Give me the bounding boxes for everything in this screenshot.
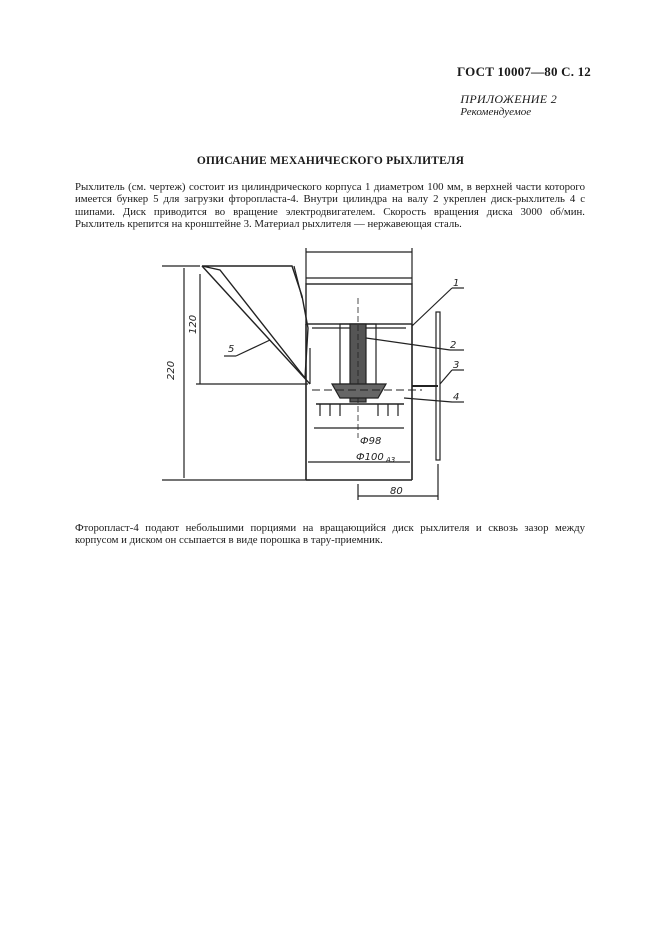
section-title: ОПИСАНИЕ МЕХАНИЧЕСКОГО РЫХЛИТЕЛЯ: [196, 155, 465, 167]
motor-housing: [306, 284, 412, 324]
callout-2: 2: [450, 340, 457, 351]
appendix-title: ПРИЛОЖЕНИЕ 2: [460, 92, 557, 106]
dim-220-text: 220: [166, 360, 177, 380]
disc-hub: [332, 384, 386, 398]
paragraph-usage: Фторопласт-4 подают небольшими порциями на вращающийся диск рыхлителя и сквозь зазор между корпусом и диском он ссыпается в виде порошка в тару-приемник.: [75, 522, 585, 547]
appendix-subtitle: Рекомендуемое: [460, 106, 532, 118]
dim-120-text: 120: [188, 314, 199, 334]
hopper-slope: [202, 266, 310, 384]
paragraph-description: Рыхлитель (см. чертеж) состоит из цилиндрического корпуса 1 диаметром 100 мм, в верхней части которого имеется бункер 5 для загрузки фторопласта-4. Внутри цилиндра на валу 2 укреплен диск-рыхлитель 4 с шипами. Диск приводится во вращение электродвигателем. Скорость вращения диска 3000 об/мин. Рыхлитель крепится на кронштейне 3. Материал рыхлителя — нержавеющая сталь.: [75, 181, 585, 231]
dim-80-text: 80: [390, 486, 403, 497]
dim-phi98-text: Ф98: [360, 436, 382, 447]
technical-drawing: [160, 238, 480, 510]
leader-2: [366, 338, 450, 350]
callout-3: 3: [453, 360, 460, 371]
leader-3: [440, 370, 452, 384]
drawing-svg: [160, 238, 480, 510]
callout-1: 1: [453, 278, 460, 289]
callout-5: 5: [228, 344, 235, 355]
document-code: ГОСТ 10007—80 С. 12: [457, 64, 591, 79]
leader-5: [236, 340, 270, 356]
dim-phi100-tol-text: А3: [386, 456, 396, 464]
dim-phi100-text: Ф100: [356, 452, 384, 463]
appendix-label: [460, 93, 557, 119]
callout-4: 4: [453, 392, 460, 403]
leader-1: [412, 288, 452, 326]
